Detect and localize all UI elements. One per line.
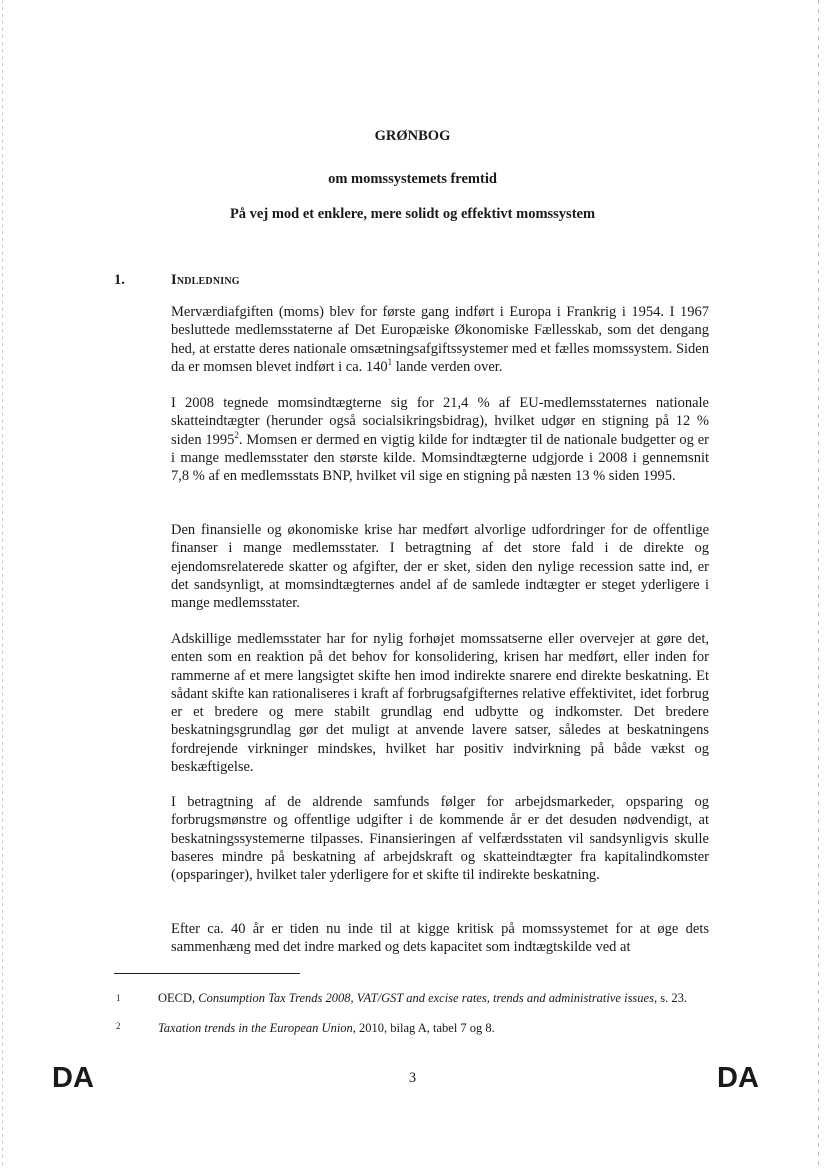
paragraph-1-text-a: Merværdiafgiften (moms) blev for første gang indført i Europa i Frankrig i 1954. I 1967 besluttede medlemsstaterne af Det Europæiske Økonomiske Fællesskab, som det dengang hed, at erstatte deres nationale omsætningsafgiftssystemer med et fælles momssystem. Siden da er momsen blevet indført i ca. 140 xyxy=(171,304,709,375)
paragraph-5: I betragtning af de aldrende samfunds følger for arbejdsmarkeder, opsparing og forbrugsmønstre og offentlige udgifter i de kommende år er det desuden nødvendigt, at beskatningssystemerne tilpasses. Finansieringen af velfærdsstaten vil sandsynligvis skulle baseres mindre på beskatning af arbejdskraft og skatteindtægter fra kapitalindkomster (opsparinger), hvilket taler yderligere for et skifte til indirekte beskatning. xyxy=(171,794,709,884)
paragraph-2-text-a: I 2008 tegnede momsindtægterne sig for 21,4 % af EU-medlemsstaternes nationale skatteindtægter (herunder også socialsikringsbidrag), hvilket udgør en stigning på 12 % siden 1995 xyxy=(171,395,709,448)
document-tagline: På vej mod et enklere, mere solidt og effektivt momssystem xyxy=(229,206,596,222)
footnote-1-number: 1 xyxy=(116,993,121,1003)
footnote-2-title: Taxation trends in the European Union xyxy=(158,1021,353,1035)
document-subtitle: om momssystemets fremtid xyxy=(328,171,497,187)
paragraph-4: Adskillige medlemsstater har for nylig forhøjet momssatserne eller overvejer at gøre det, enten som en reaktion på det behov for konsolidering, krisen har medført, eller inden for rammerne af et mere langsigtet skifte hen imod indirekte snarere end direkte beskatning. Et sådant skifte kan rationaliseres i kraft af forbrugsafgifternes relative effektivitet, idet forbrug er et bredere og mere stabilt grundlag end udbytte og indkomster. Det bredere beskatningsgrundlag gør det muligt at anvende lavere satser, således at beskatningens fordrejende virkninger mindskes, hvilket har positiv indvirkning på både vækst og beskæftigelse. xyxy=(171,631,709,776)
paragraph-3: Den finansielle og økonomiske krise har medført alvorlige udfordringer for de offentlige finanser i mange medlemsstater. I betragtning af det store fald i de direkte og ejendomsrelaterede skatter og afgifter, der er sket, siden den nylige recession satte ind, er det sandsynligt, at momsindtægternes andel af de samlede indtægter er steget yderligere i mange medlemsstater. xyxy=(171,522,709,612)
paragraph-1 xyxy=(171,303,709,376)
footnote-2-number: 2 xyxy=(116,1021,121,1031)
document-title: GRØNBOG xyxy=(374,128,451,144)
footnote-1-prefix: OECD, xyxy=(158,991,199,1005)
footnote-2 xyxy=(158,1021,710,1036)
paragraph-2-text-b: . Momsen er dermed en vigtig kilde for indtægter til de nationale budgetter og er i mange medlemsstater den største kilde. Momsindtægterne udgjorde i 2008 i gennemsnit 7,8 % af en medlemsstats BNP, hvilket vil sige en stigning på næsten 13 % siden 1995. xyxy=(171,431,710,485)
page-number: 3 xyxy=(408,1070,417,1086)
paragraph-2 xyxy=(171,394,709,485)
paragraph-6: Efter ca. 40 år er tiden nu inde til at kigge kritisk på momssystemet for at øge dets sammenhæng med det indre marked og dets kapacitet som indtægtskilde ved at xyxy=(171,921,709,956)
footnote-separator xyxy=(114,973,300,974)
language-code-left: DA xyxy=(52,1062,94,1094)
footnote-1-suffix: s. 23. xyxy=(657,991,687,1005)
footnote-2-suffix: , 2010, bilag A, tabel 7 og 8. xyxy=(352,1021,495,1035)
paragraph-1-text-b: lande verden over. xyxy=(392,358,503,375)
footnote-1-title: Consumption Tax Trends 2008, VAT/GST and excise rates, trends and administrative issues, xyxy=(198,991,658,1005)
language-code-right: DA xyxy=(717,1062,759,1094)
footnote-1 xyxy=(158,991,710,1006)
footnote-ref-1: 1 xyxy=(387,356,393,367)
section-heading: Indledning xyxy=(171,272,240,288)
section-number: 1. xyxy=(114,272,125,288)
footnote-ref-2: 2 xyxy=(234,429,239,440)
